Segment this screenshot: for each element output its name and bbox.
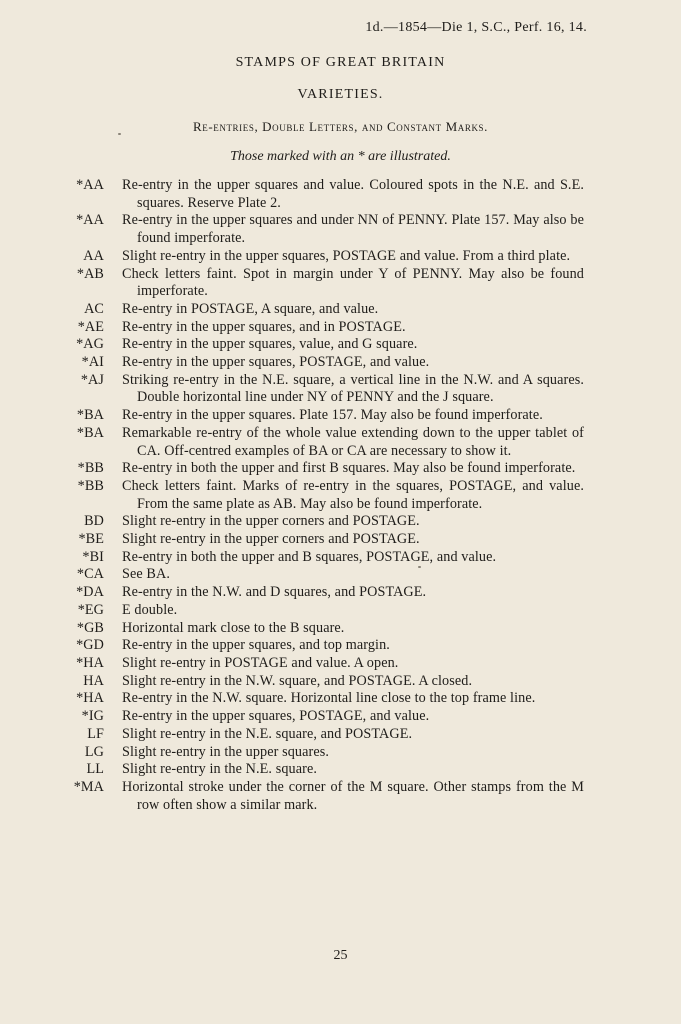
variety-code: *BE — [78, 531, 104, 548]
variety-entry — [0, 248, 681, 266]
variety-description: Re-entry in the upper squares and value. Coloured spots in the N.E. and S.E. squares. Reserve Plate 2. — [122, 177, 584, 211]
variety-entry — [0, 301, 681, 319]
variety-entry — [0, 690, 681, 708]
variety-description: Horizontal mark close to the B square. — [122, 619, 345, 636]
variety-code: *IG — [81, 708, 104, 725]
variety-code: *AG — [76, 336, 104, 353]
variety-code: *EG — [77, 601, 104, 618]
variety-entry — [0, 372, 681, 407]
variety-entry — [0, 531, 681, 549]
variety-description: Slight re-entry in the upper squares. — [122, 743, 330, 760]
variety-description: Re-entry in the N.W. square. Horizontal line close to the top frame line. — [122, 690, 536, 707]
variety-description: Slight re-entry in the upper squares, POSTAGE and value. From a third plate. — [122, 247, 571, 264]
variety-description: Slight re-entry in the N.W. square, and POSTAGE. A closed. — [122, 672, 473, 689]
variety-entry — [0, 726, 681, 744]
variety-entry — [0, 549, 681, 567]
variety-description: Horizontal stroke under the corner of the M square. Other stamps from the M row often show a similar mark. — [122, 778, 584, 813]
variety-description: Re-entry in the upper squares, POSTAGE, and value. — [122, 354, 430, 371]
variety-list — [0, 177, 681, 814]
variety-code: AA — [83, 247, 104, 264]
variety-description: See BA. — [122, 566, 170, 583]
running-head: 1d.—1854—Die 1, S.C., Perf. 16, 14. — [365, 20, 587, 35]
variety-code: *MA — [73, 778, 104, 795]
variety-code: *BA — [76, 424, 104, 441]
variety-entry — [0, 212, 681, 247]
paper-speck — [418, 566, 421, 568]
variety-code: *BB — [77, 477, 104, 494]
variety-code: *AA — [76, 177, 104, 193]
variety-description: E double. — [122, 601, 178, 618]
variety-code: *AA — [76, 212, 104, 229]
variety-description: Re-entry in the upper squares, and in POSTAGE. — [122, 318, 406, 335]
variety-entry — [0, 620, 681, 638]
variety-description: Slight re-entry in the upper corners and POSTAGE. — [122, 513, 420, 530]
variety-entry — [0, 177, 681, 212]
variety-description: Re-entry in the N.W. and D squares, and POSTAGE. — [122, 584, 427, 601]
variety-description: Re-entry in the upper squares, POSTAGE, and value. — [122, 708, 430, 725]
variety-description: Re-entry in the upper squares. Plate 157. May also be found imperforate. — [122, 407, 543, 424]
paper-speck — [118, 133, 121, 135]
variety-code: *AE — [77, 318, 104, 335]
variety-code: *HA — [76, 690, 104, 707]
variety-entry — [0, 602, 681, 620]
variety-code: HA — [83, 672, 104, 689]
page-number: 25 — [333, 948, 348, 963]
variety-entry — [0, 566, 681, 584]
section-title: Re-entries, Double Letters, and Constant Marks. — [192, 119, 489, 134]
variety-code: *AB — [76, 265, 104, 282]
variety-entry — [0, 708, 681, 726]
variety-code: LL — [86, 761, 104, 778]
variety-description: Slight re-entry in POSTAGE and value. A open. — [122, 654, 399, 671]
variety-description: Slight re-entry in the N.E. square. — [122, 761, 317, 778]
variety-code: *AI — [81, 354, 104, 371]
page-subtitle: VARIETIES. — [297, 87, 384, 102]
variety-description: Re-entry in the upper squares, and top margin. — [122, 637, 390, 654]
variety-code: *HA — [76, 654, 104, 671]
variety-entry — [0, 655, 681, 673]
variety-code: *BI — [82, 548, 104, 565]
variety-entry — [0, 673, 681, 691]
variety-entry — [0, 460, 681, 478]
variety-entry — [0, 744, 681, 762]
variety-code: *GD — [76, 637, 104, 654]
variety-code: LG — [84, 743, 104, 760]
variety-entry — [0, 478, 681, 513]
variety-code: *BA — [76, 407, 104, 424]
variety-entry — [0, 266, 681, 301]
variety-code: *AJ — [80, 371, 104, 388]
variety-code: *BB — [77, 460, 104, 477]
variety-entry — [0, 425, 681, 460]
illustration-note: Those marked with an * are illustrated. — [230, 149, 451, 164]
page-title: STAMPS OF GREAT BRITAIN — [235, 55, 446, 70]
variety-entry — [0, 336, 681, 354]
variety-description: Remarkable re-entry of the whole value extending down to the upper tablet of CA. Off-centred examples of BA or CA are necessary to show it. — [122, 424, 584, 459]
variety-description: Re-entry in both the upper and first B squares. May also be found imperforate. — [122, 460, 576, 477]
variety-code: LF — [87, 725, 104, 742]
variety-code: *GB — [76, 619, 104, 636]
variety-description: Check letters faint. Marks of re-entry in the squares, POSTAGE, and value. From the same plate as AB. May also be found imperforate. — [122, 477, 584, 512]
variety-entry — [0, 761, 681, 779]
variety-entry — [0, 513, 681, 531]
variety-description: Re-entry in the upper squares, value, and G square. — [122, 336, 418, 353]
variety-description: Check letters faint. Spot in margin under Y of PENNY. May also be found imperforate. — [122, 265, 584, 300]
variety-description: Striking re-entry in the N.E. square, a vertical line in the N.W. and A squares. Double horizontal line under NY of PENNY and the J square. — [122, 371, 584, 406]
variety-entry — [0, 584, 681, 602]
variety-code: *CA — [76, 566, 104, 583]
variety-code: BD — [84, 513, 104, 530]
variety-entry — [0, 354, 681, 372]
variety-description: Slight re-entry in the N.E. square, and POSTAGE. — [122, 725, 413, 742]
variety-code: AC — [84, 300, 104, 317]
variety-description: Re-entry in POSTAGE, A square, and value. — [122, 300, 379, 317]
variety-entry — [0, 407, 681, 425]
variety-entry — [0, 319, 681, 337]
variety-entry — [0, 637, 681, 655]
variety-code: *DA — [76, 584, 104, 601]
variety-entry — [0, 779, 681, 814]
variety-description: Re-entry in both the upper and B squares, POSTAGE, and value. — [122, 548, 497, 565]
variety-description: Slight re-entry in the upper corners and POSTAGE. — [122, 531, 420, 548]
variety-description: Re-entry in the upper squares and under NN of PENNY. Plate 157. May also be found imperforate. — [122, 212, 584, 247]
